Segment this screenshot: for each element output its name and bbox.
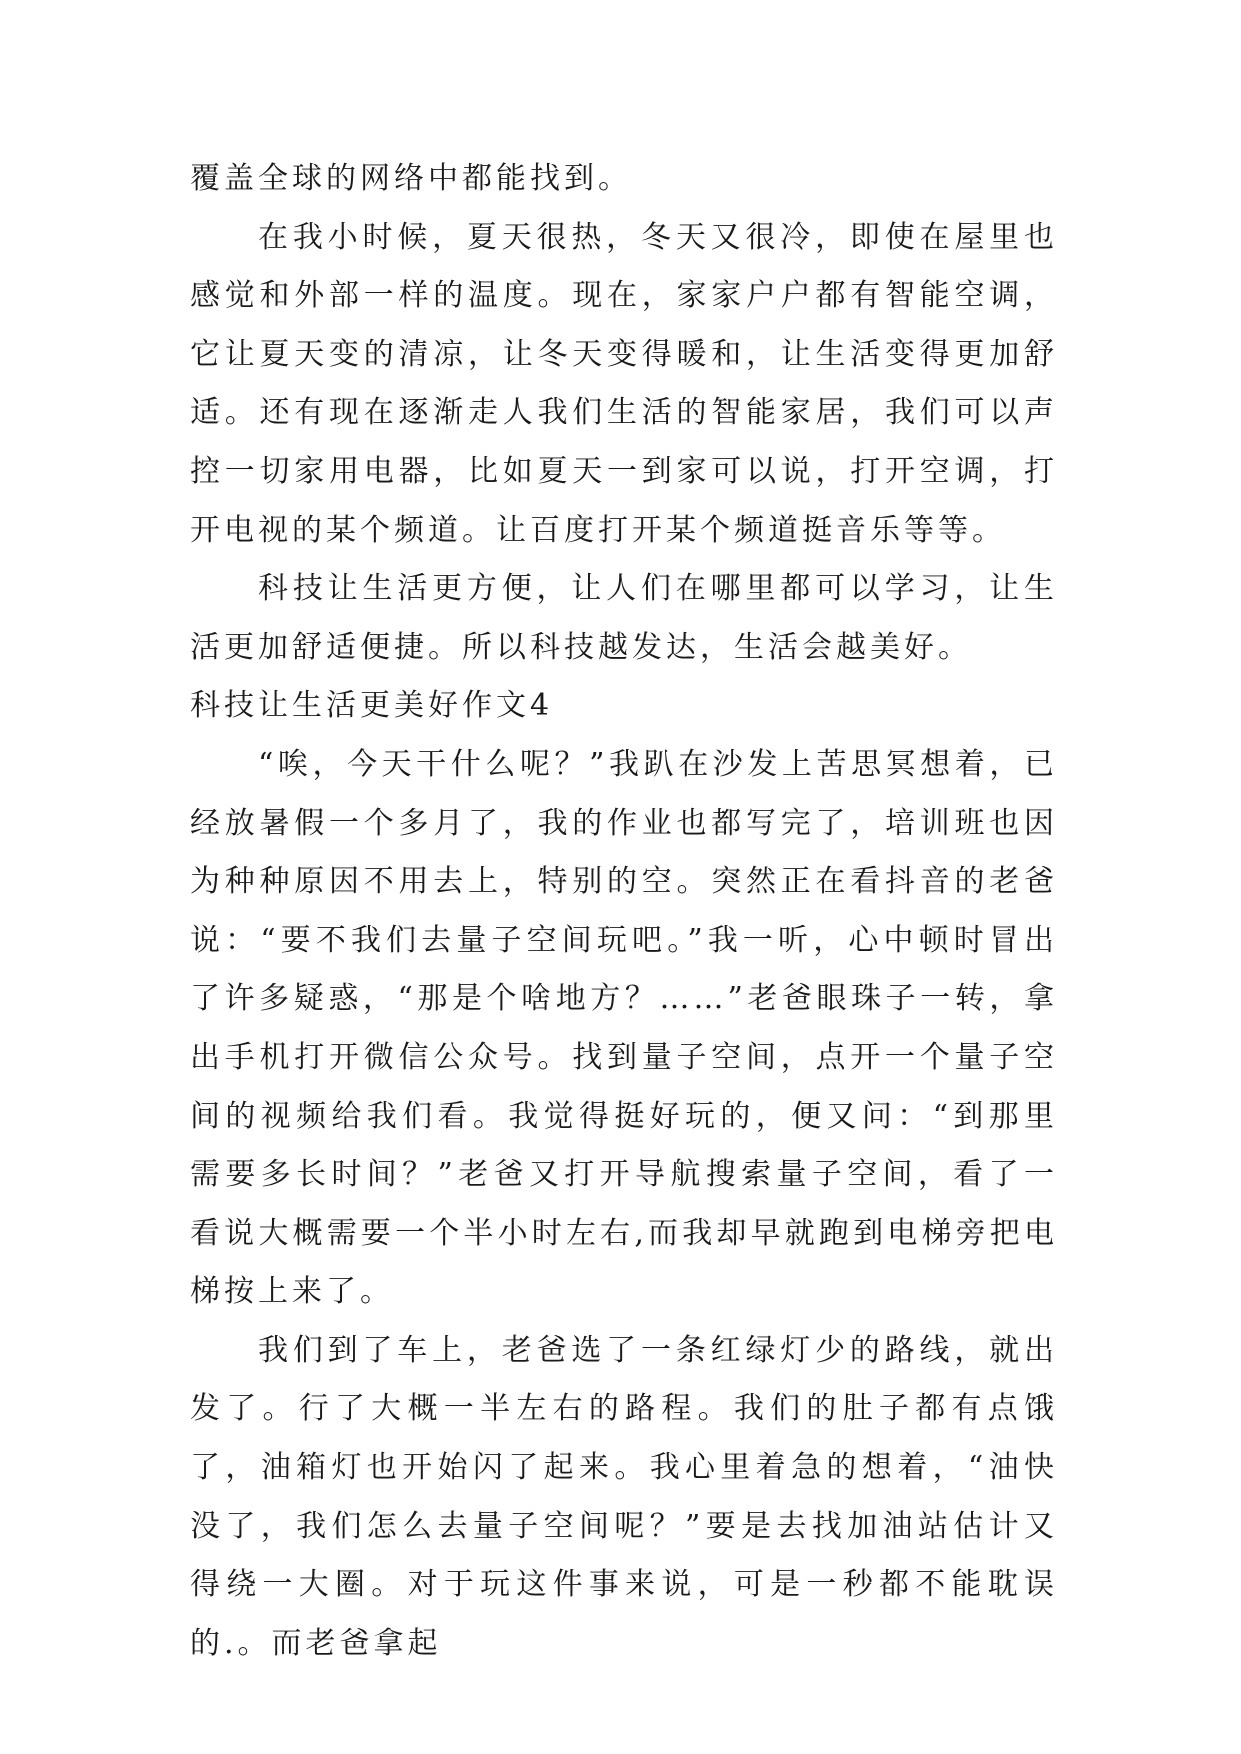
- paragraph-car-trip: 我们到了车上，老爸选了一条红绿灯少的路线，就出发了。行了大概一半左右的路程。我们的肚子都有点饿了，油箱灯也开始闪了起来。我心里着急的想着，“油快没了，我们怎么去量子空间呢？”要是去找加油站估计又得绕一大圈。对于玩这件事来说，可是一秒都不能耽误的.。而老爸拿起: [190, 1332, 1058, 1661]
- paragraph-continuation: 覆盖全球的网络中都能找到。: [190, 161, 632, 196]
- document-body: [190, 150, 1058, 1673]
- paragraph-story-opening: “唉，今天干什么呢？”我趴在沙发上苦思冥想着，已经放暑假一个多月了，我的作业也都写完了，培训班也因为种种原因不用去上，特别的空。突然正在看抖音的老爸说：“要不我们去量子空间玩吧。”我一听，心中顿时冒出了许多疑惑，“那是个啥地方？……”老爸眼珠子一转，拿出手机打开微信公众号。找到量子空间，点开一个量子空间的视频给我们看。我觉得挺好玩的，便又问：“到那里需要多长时间？”老爸又打开导航搜索量子空间，看了一看说大概需要一个半小时左右,而我却早就跑到电梯旁把电梯按上来了。: [190, 746, 1058, 1310]
- paragraph-conclusion: 科技让生活更方便，让人们在哪里都可以学习，让生活更加舒适便捷。所以科技越发达，生活会越美好。: [190, 571, 1058, 665]
- paragraph-smart-home: 在我小时候，夏天很热，冬天又很冷，即使在屋里也感觉和外部一样的温度。现在，家家户户都有智能空调，它让夏天变的清凉，让冬天变得暖和，让生活变得更加舒适。还有现在逐渐走人我们生活的智能家居，我们可以声控一切家用电器，比如夏天一到家可以说，打开空调，打开电视的某个频道。让百度打开某个频道挺音乐等等。: [190, 219, 1058, 548]
- essay-heading: 科技让生活更美好作文4: [190, 688, 554, 724]
